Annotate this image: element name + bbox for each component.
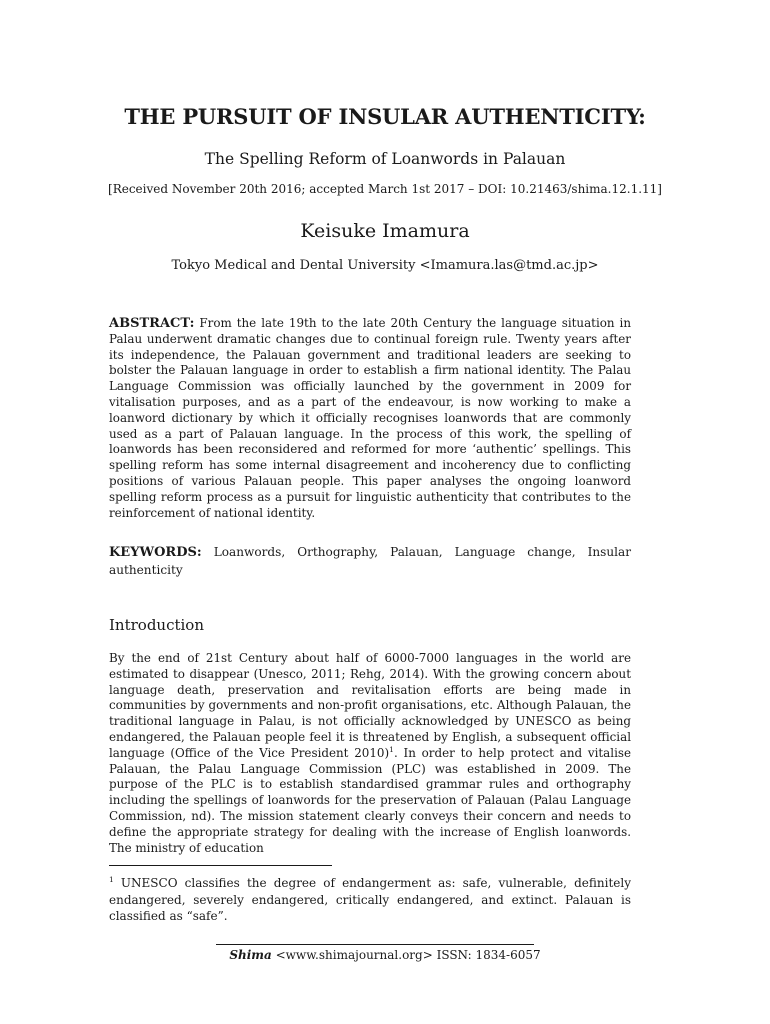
author-affiliation: Tokyo Medical and Dental University <Imamura.las@tmd.ac.jp> bbox=[171, 258, 599, 273]
abstract-label: ABSTRACT: bbox=[109, 316, 195, 331]
section-heading-introduction: Introduction bbox=[109, 616, 204, 634]
abstract bbox=[109, 316, 631, 521]
footnote-divider bbox=[109, 865, 332, 866]
abstract-text: From the late 19th to the late 20th Century the language situation in Palau underwent dramatic changes due to continual foreign rule. Twenty years after its independence, the Palauan government and traditional leaders are seeking to bolster the Palauan language in order to establish a firm national identity. The Palau Language Commission was officially launched by the government in 2009 for vitalisation purposes, and as a part of the endeavour, is now working to make a loanword dictionary by which it officially recognises loanwords that are commonly used as a part of Palauan language. In the process of this work, the spelling of loanwords has been reconsidered and reformed for more ‘authentic’ spellings. This spelling reform has some internal disagreement and incoherency due to conflicting positions of various Palauan people. This paper analyses the ongoing loanword spelling reform process as a pursuit for linguistic authenticity that contributes to the reinforcement of national identity. bbox=[109, 316, 632, 520]
author-name: Keisuke Imamura bbox=[300, 220, 470, 242]
keywords-text: Loanwords, Orthography, Palauan, Language change, Insular authenticity bbox=[109, 545, 631, 577]
paper-subtitle: The Spelling Reform of Loanwords in Palauan bbox=[204, 150, 566, 168]
footnote-ref: 1 bbox=[389, 744, 394, 754]
introduction-text-part2: . In order to help protect and vitalise Palauan, the Palau Language Commission (PLC) was established in 2009. The purpose of the PLC is to establish standardised grammar rules and orthography including the spellings of loanwords for the preservation of Palauan (Palau Language Commission, nd). The mission statement clearly conveys their concern and needs to define the appropriate strategy for dealing with the increase of English loanwords. The ministry of education bbox=[109, 745, 632, 855]
keywords-label: KEYWORDS: bbox=[109, 545, 202, 560]
introduction-text-part1: By the end of 21st Century about half of 6000-7000 languages in the world are estimated to disappear (Unesco, 2011; Rehg, 2014). With the growing concern about language death, preservation and revitalisation efforts are being made in communities by governments and non-profit organisations, etc. Although Palauan, the traditional language in Palau, is not officially acknowledged by UNESCO as being endangered, the Palauan people feel it is threatened by English, a subsequent official language (Office of the Vice President 2010) bbox=[109, 651, 631, 760]
footnote-number: 1 bbox=[109, 875, 114, 884]
footer-divider bbox=[216, 944, 534, 945]
paper-title: THE PURSUIT OF INSULAR AUTHENTICITY: bbox=[124, 104, 646, 129]
footnote-text: UNESCO classifies the degree of endangerment as: safe, vulnerable, definitely endangered, severely endangered, critically endangered, and extinct. Palauan is classified as “safe”. bbox=[109, 876, 631, 923]
keywords bbox=[109, 544, 631, 578]
introduction-paragraph bbox=[109, 651, 631, 856]
journal-name: Shima bbox=[229, 948, 272, 962]
footnote bbox=[109, 875, 631, 925]
journal-info: <www.shimajournal.org> ISSN: 1834-6057 bbox=[275, 948, 541, 962]
page-footer bbox=[0, 948, 770, 962]
received-line: [Received November 20th 2016; accepted March 1st 2017 – DOI: 10.21463/shima.12.1.11] bbox=[108, 182, 662, 196]
